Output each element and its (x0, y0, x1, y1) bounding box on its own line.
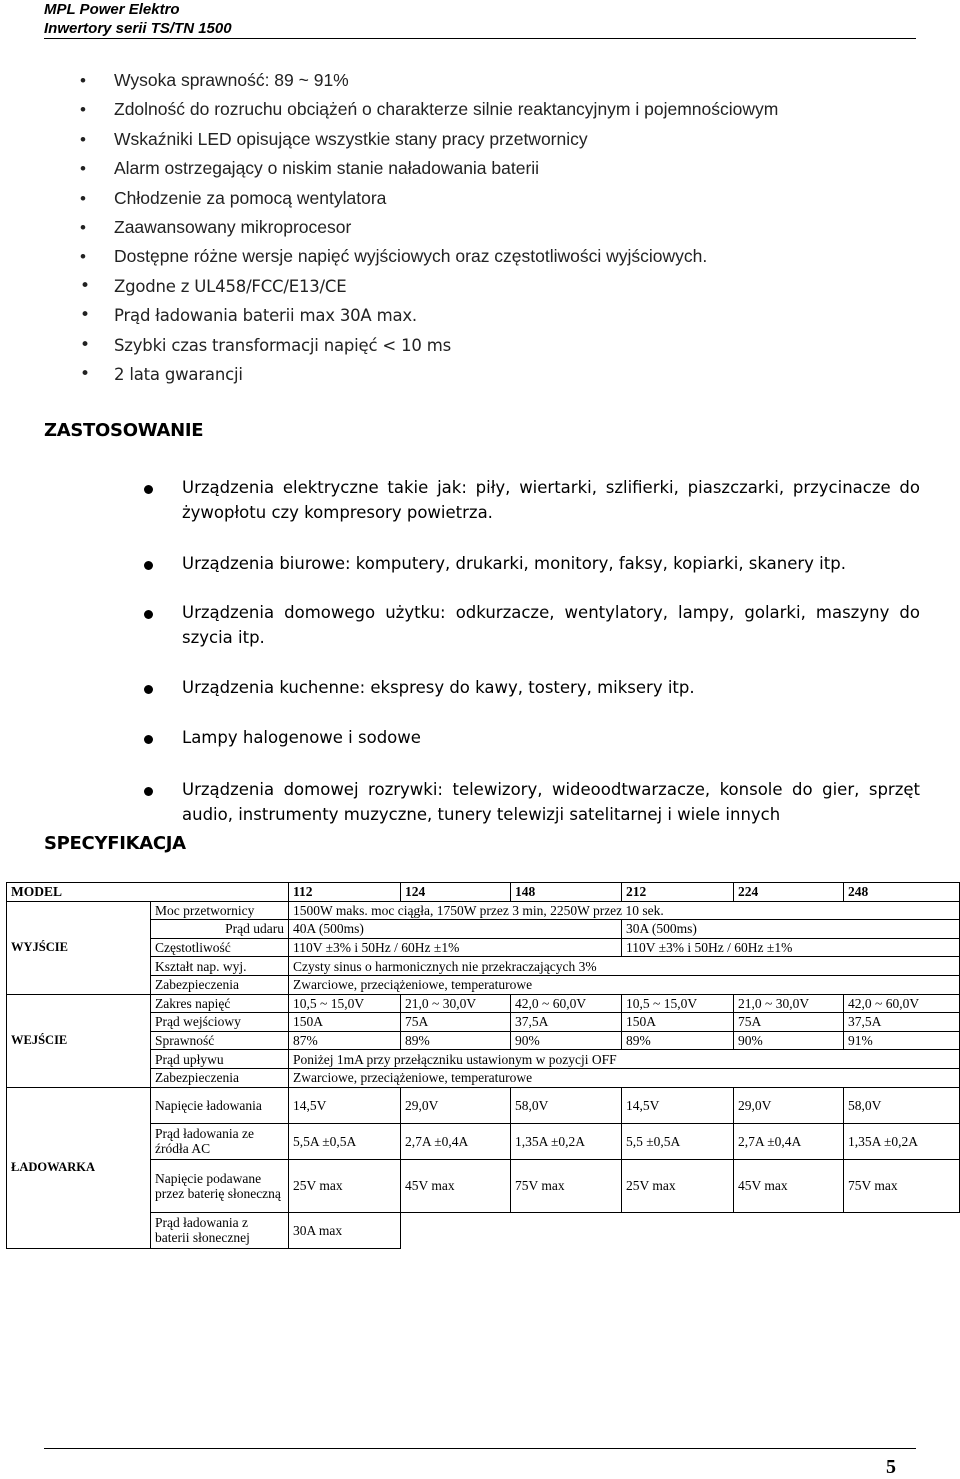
feature-item: • Prąd ładowania baterii max 30A max. (80, 301, 778, 330)
row-label: Częstotliwość (151, 938, 289, 957)
cell: 2,7A ±0,4A (734, 1123, 844, 1159)
cell: 110V ±3% i 50Hz / 60Hz ±1% (622, 938, 960, 957)
spec-heading: SPECYFIKACJA (44, 833, 186, 854)
row-label: Napięcie podawane przez baterię słoneczną (151, 1159, 289, 1212)
model-cell: 212 (622, 883, 734, 902)
application-item: Urządzenia biurowe: komputery, drukarki, monitory, faksy, kopiarki, skanery itp. (140, 552, 920, 577)
cell: 14,5V (289, 1087, 401, 1123)
model-cell: 224 (734, 883, 844, 902)
feature-item: • Alarm ostrzegający o niskim stanie naładowania baterii (80, 154, 778, 183)
feature-item: • 2 lata gwarancji (80, 360, 778, 389)
bullet-icon (144, 787, 153, 796)
cell: 29,0V (734, 1087, 844, 1123)
page-number: 5 (886, 1456, 896, 1478)
group-charging: ŁADOWARKA (7, 1087, 151, 1248)
cell: 42,0 ~ 60,0V (511, 994, 622, 1013)
row-label: Kształt nap. wyj. (151, 957, 289, 976)
cell (511, 1212, 622, 1248)
cell: 30A max (289, 1212, 401, 1248)
feature-item: • Chłodzenie za pomocą wentylatora (80, 184, 778, 213)
cell: 150A (289, 1013, 401, 1032)
cell: Zwarciowe, przeciążeniowe, temperaturowe (289, 1068, 960, 1087)
bullet-icon (144, 561, 153, 570)
cell: 1,35A ±0,2A (511, 1123, 622, 1159)
cell: 75A (734, 1013, 844, 1032)
group-output: WYJŚCIE (7, 901, 151, 994)
cell (734, 1212, 844, 1248)
cell: 90% (734, 1031, 844, 1050)
row-label: Prąd ładowania z baterii słonecznej (151, 1212, 289, 1248)
model-cell: 248 (844, 883, 960, 902)
application-item: Urządzenia domowej rozrywki: telewizory, wideoodtwarzacze, konsole do gier, sprzęt audio, instrumenty muzyczne, tunery telewizji satelitarnej i wiele innych (140, 778, 920, 827)
model-label: MODEL (7, 883, 289, 902)
cell: 58,0V (511, 1087, 622, 1123)
application-item: Urządzenia elektryczne takie jak: piły, wiertarki, szlifierki, piaszczarki, przycinacze do żywopłotu czy kompresory powietrza. (140, 476, 920, 525)
cell: 2,7A ±0,4A (401, 1123, 511, 1159)
table-row (7, 994, 960, 1013)
spec-header-row (7, 883, 960, 902)
page-header (44, 0, 916, 38)
cell: 87% (289, 1031, 401, 1050)
cell: 89% (401, 1031, 511, 1050)
row-label: Prąd upływu (151, 1050, 289, 1069)
cell: 21,0 ~ 30,0V (734, 994, 844, 1013)
row-label: Zakres napięć (151, 994, 289, 1013)
cell: 75V max (511, 1159, 622, 1212)
header-product: Inwertory serii TS/TN 1500 (44, 20, 232, 37)
cell: 75A (401, 1013, 511, 1032)
features-list (80, 66, 778, 389)
cell: 37,5A (844, 1013, 960, 1032)
cell (622, 1212, 734, 1248)
row-label: Moc przetwornicy (151, 901, 289, 920)
cell: 75V max (844, 1159, 960, 1212)
cell: Zwarciowe, przeciążeniowe, temperaturowe (289, 975, 960, 994)
cell: 40A (500ms) (289, 920, 622, 939)
cell: 29,0V (401, 1087, 511, 1123)
feature-item: • Szybki czas transformacji napięć < 10 ms (80, 331, 778, 360)
cell: 25V max (289, 1159, 401, 1212)
bullet-icon (144, 485, 153, 494)
cell (401, 1212, 511, 1248)
footer-rule (44, 1448, 916, 1449)
feature-item: • Wskaźniki LED opisujące wszystkie stany pracy przetwornicy (80, 125, 778, 154)
cell: 91% (844, 1031, 960, 1050)
row-label: Prąd wejściowy (151, 1013, 289, 1032)
cell: 25V max (622, 1159, 734, 1212)
cell: 110V ±3% i 50Hz / 60Hz ±1% (289, 938, 622, 957)
feature-item: • Zgodne z UL458/FCC/E13/CE (80, 272, 778, 301)
header-rule (44, 38, 916, 39)
row-label: Zabezpieczenia (151, 975, 289, 994)
bullet-icon (144, 610, 153, 619)
model-cell: 112 (289, 883, 401, 902)
header-company: MPL Power Elektro (44, 1, 180, 18)
model-cell: 124 (401, 883, 511, 902)
cell: 1500W maks. moc ciągła, 1750W przez 3 min, 2250W przez 10 sek. (289, 901, 960, 920)
application-item: Urządzenia kuchenne: ekspresy do kawy, tostery, miksery itp. (140, 676, 920, 701)
cell: 37,5A (511, 1013, 622, 1032)
cell: 30A (500ms) (622, 920, 960, 939)
cell: 5,5 ±0,5A (622, 1123, 734, 1159)
feature-item: • Wysoka sprawność: 89 ~ 91% (80, 66, 778, 95)
row-label: Sprawność (151, 1031, 289, 1050)
cell: 21,0 ~ 30,0V (401, 994, 511, 1013)
cell: 10,5 ~ 15,0V (289, 994, 401, 1013)
model-cell: 148 (511, 883, 622, 902)
cell: Czysty sinus o harmonicznych nie przekraczających 3% (289, 957, 960, 976)
row-label: Prąd udaru (151, 920, 289, 939)
cell: 89% (622, 1031, 734, 1050)
applications-heading: ZASTOSOWANIE (44, 420, 204, 441)
feature-item: • Dostępne różne wersje napięć wyjściowych oraz częstotliwości wyjściowych. (80, 242, 778, 271)
cell: 10,5 ~ 15,0V (622, 994, 734, 1013)
cell: 14,5V (622, 1087, 734, 1123)
feature-item: • Zdolność do rozruchu obciążeń o charakterze silnie reaktancyjnym i pojemnościowym (80, 95, 778, 124)
cell: 1,35A ±0,2A (844, 1123, 960, 1159)
cell: 150A (622, 1013, 734, 1032)
cell: 45V max (401, 1159, 511, 1212)
cell: 90% (511, 1031, 622, 1050)
cell: 45V max (734, 1159, 844, 1212)
cell: Poniżej 1mA przy przełączniku ustawionym w pozycji OFF (289, 1050, 960, 1069)
cell (844, 1212, 960, 1248)
spec-table (6, 882, 960, 1249)
bullet-icon (144, 685, 153, 694)
table-row (7, 901, 960, 920)
row-label: Napięcie ładowania (151, 1087, 289, 1123)
cell: 42,0 ~ 60,0V (844, 994, 960, 1013)
group-input: WEJŚCIE (7, 994, 151, 1087)
row-label: Prąd ładowania ze źródła AC (151, 1123, 289, 1159)
application-item: Lampy halogenowe i sodowe (140, 726, 920, 751)
bullet-icon (144, 735, 153, 744)
row-label: Zabezpieczenia (151, 1068, 289, 1087)
cell: 5,5A ±0,5A (289, 1123, 401, 1159)
table-row (7, 1087, 960, 1123)
cell: 58,0V (844, 1087, 960, 1123)
application-item: Urządzenia domowego użytku: odkurzacze, wentylatory, lampy, golarki, maszyny do szycia itp. (140, 601, 920, 650)
feature-item: • Zaawansowany mikroprocesor (80, 213, 778, 242)
